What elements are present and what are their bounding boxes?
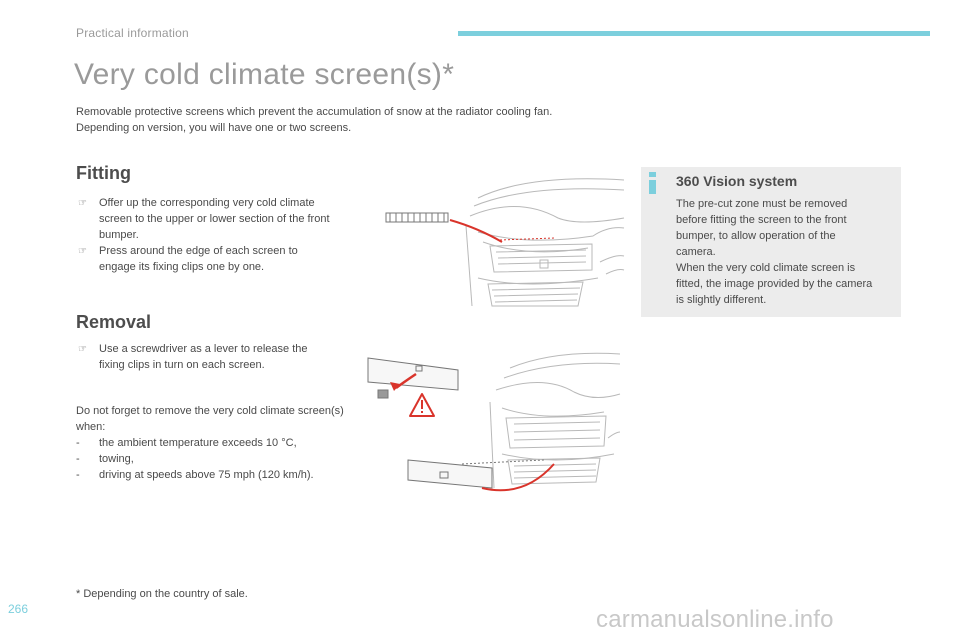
reminder-item: - the ambient temperature exceeds 10 °C, [76,437,297,449]
pointing-finger-icon: ☞ [78,198,87,209]
removal-step-text: Use a screwdriver as a lever to release the fixing clips in turn on each screen. [99,343,308,371]
section-label: Practical information [76,26,189,40]
reminder-item-text: the ambient temperature exceeds 10 °C, [99,437,297,449]
fitting-steps-list [76,195,331,275]
info-box-paragraph: When the very cold climate screen is fitted, the image provided by the camera is slightly different. [676,262,873,306]
info-box-paragraph: The pre-cut zone must be removed before fitting the screen to the front bumper, to allow operation of the camera. [676,198,848,258]
watermark: carmanualsonline.info [596,606,834,633]
intro-paragraph [76,104,636,136]
fitting-step-text: Press around the edge of each screen to engage its fixing clips one by one. [99,245,298,273]
fitting-step [76,195,331,243]
intro-line-1: Removable protective screens which prevent the accumulation of snow at the radiator cooling fan. [76,106,553,118]
info-box-heading: 360 Vision system [676,173,798,189]
fitting-illustration [378,166,630,314]
fitting-heading: Fitting [76,163,131,183]
pointing-finger-icon: ☞ [78,246,87,257]
fitting-step-text: Offer up the corresponding very cold climate screen to the upper or lower section of the front bumper. [99,197,330,241]
removal-heading: Removal [76,312,152,332]
reminder-item-text: towing, [99,453,134,465]
header-accent-bar [458,31,930,36]
pointing-finger-icon: ☞ [78,344,87,355]
info-box [641,167,901,317]
removal-reminder [76,403,346,483]
reminder-intro: Do not forget to remove the very cold climate screen(s) when: [76,405,344,433]
removal-step [76,341,331,373]
info-box-text [676,196,876,308]
removal-illustration [364,348,622,498]
page-title: Very cold climate screen(s)* [74,58,455,91]
fitting-step [76,243,331,275]
info-icon [648,172,658,194]
page-number: 266 [8,602,29,616]
reminder-list [76,435,346,483]
warning-triangle-icon [410,394,434,416]
removal-steps-list [76,341,331,373]
footnote: * Depending on the country of sale. [76,588,248,600]
intro-line-2: Depending on version, you will have one or two screens. [76,122,352,134]
reminder-item-text: driving at speeds above 75 mph (120 km/h). [99,469,314,481]
reminder-item: - towing, [76,453,134,465]
reminder-item: - driving at speeds above 75 mph (120 km/h). [76,469,314,481]
